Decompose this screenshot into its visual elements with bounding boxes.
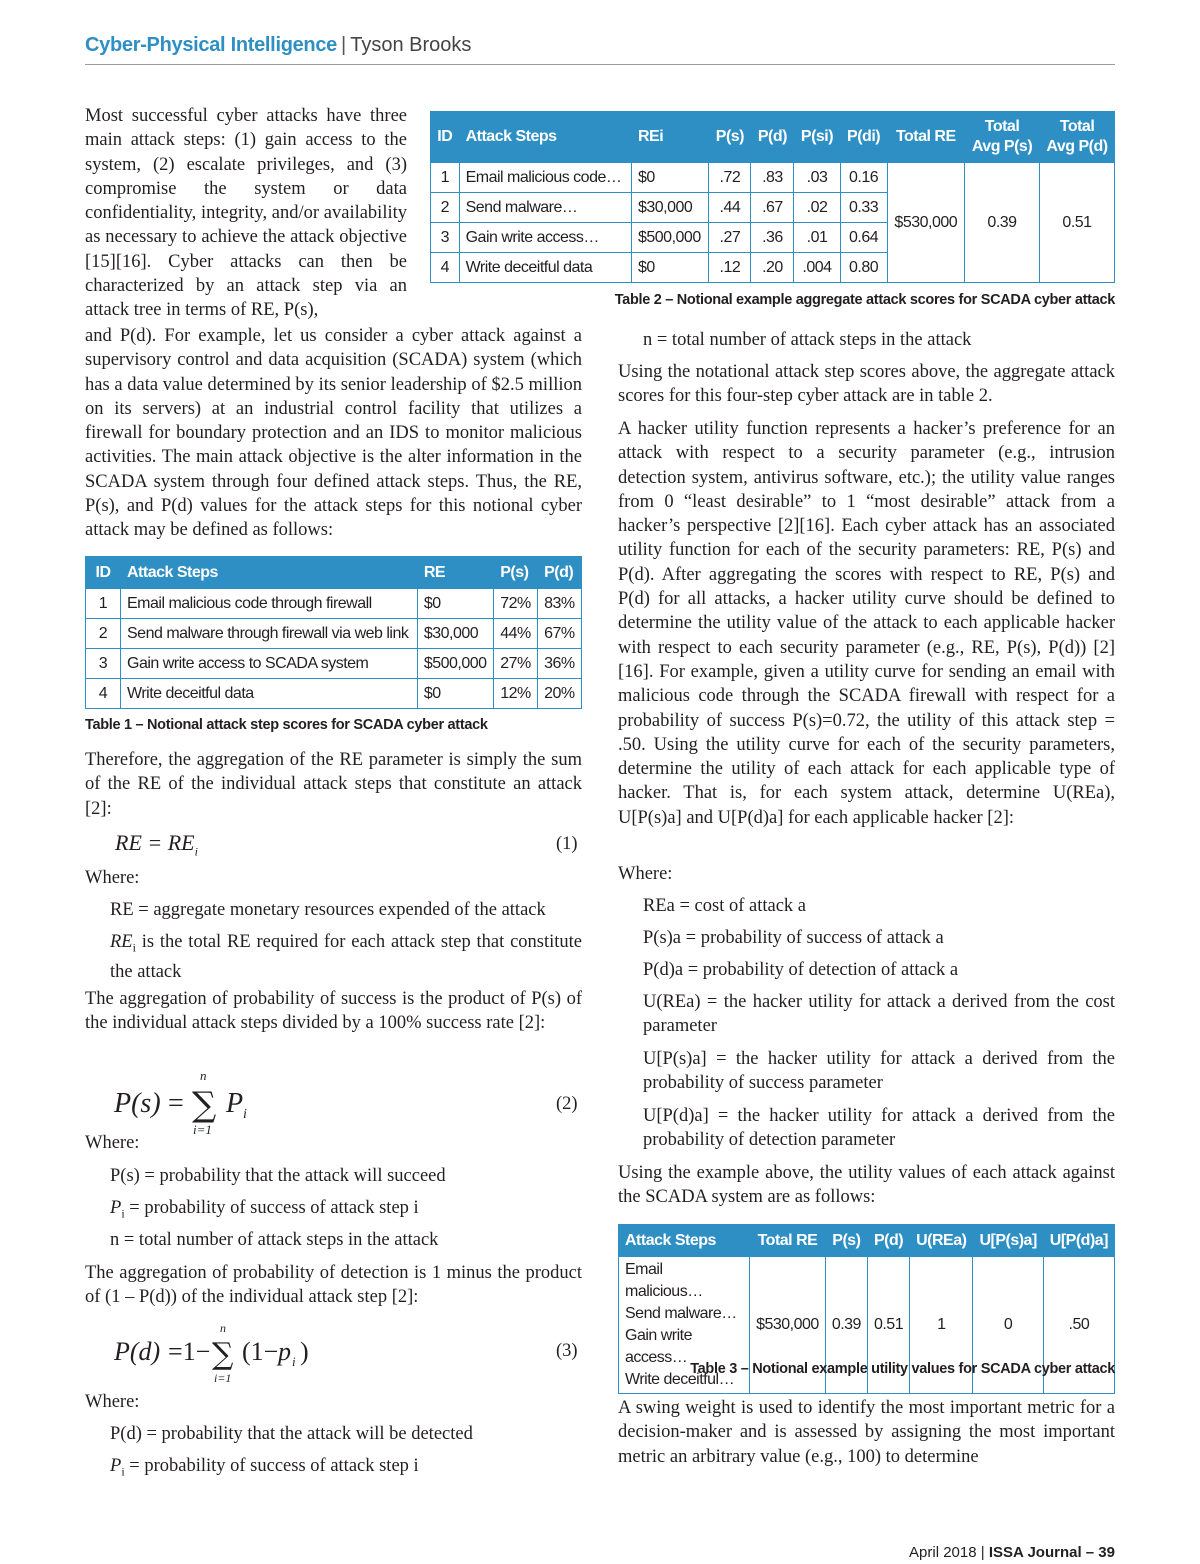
t2-header-pdi: P(di) [840, 112, 887, 163]
t3-step: Write deceitful… [625, 1371, 735, 1388]
t2-header-rei: REi [631, 112, 708, 163]
ps-aggregation-text: The aggregation of probability of success is the product of P(s) of the individual attack steps divided by a 100% success rate [2]: [85, 989, 582, 1034]
t2-cell: .004 [794, 253, 840, 283]
t3-step: Gain write access… [625, 1327, 693, 1366]
svg-text:∑: ∑ [192, 1085, 217, 1125]
footer-date: April 2018 [909, 1544, 977, 1561]
t3-step: Send malware… [625, 1305, 737, 1322]
footer-separator: | [980, 1544, 985, 1561]
svg-text:i=1: i=1 [193, 1122, 212, 1137]
right-def-1: REa = cost of attack a [643, 896, 806, 916]
t2-cell: Write deceitful data [459, 253, 631, 283]
t2-cell: $0 [631, 253, 708, 283]
t1-cell: $500,000 [417, 649, 493, 679]
t1-header-steps: Attack Steps [121, 557, 418, 589]
def-pi2-sub: i [121, 1464, 125, 1479]
def-pi-2 [110, 1454, 419, 1484]
def-rei-symbol: RE [110, 932, 133, 952]
t1-cell: 4 [86, 679, 121, 709]
t3-cell: .50 [1043, 1257, 1114, 1394]
def-ps: P(s) = probability that the attack will succeed [110, 1166, 446, 1186]
table-2-header-row [431, 112, 1115, 163]
t2-total-avg-ps: 0.39 [965, 163, 1040, 283]
right-text-1: Using the notational attack step scores above, the aggregate attack scores for this four-step cyber attack are in table 2. [618, 362, 1115, 407]
t1-cell: Send malware through firewall via web link [121, 619, 418, 649]
equation-1 [115, 830, 198, 859]
t3-cell: 0.51 [867, 1257, 909, 1394]
t3-header-ps: P(s) [825, 1225, 867, 1257]
t2-cell: Email malicious code… [459, 163, 631, 193]
t1-header-pd: P(d) [538, 557, 582, 589]
where-label-1: Where: [85, 868, 140, 888]
t3-cell: 0 [973, 1257, 1043, 1394]
t3-header-ups: U[P(s)a] [973, 1225, 1043, 1257]
equation-2-number: (2) [556, 1094, 578, 1114]
t2-cell: Gain write access… [459, 223, 631, 253]
right-text-2: A hacker utility function represents a hacker’s preference for an attack with respect to a security parameter (e.g., intrusion detection system, antivirus software, etc.); the utility value ranges from 0 “least desirable” to 1 “most desirable” attack from a hacker’s perspective [2][16]. Each cyber attack has an associated utility function for each of the security parameters: RE, P(s) and P(d). After aggregating the scores with respect to RE, P(s) and P(d) for all attacks, a hacker utility curve should be defined to determine the utility value of the attack to each applicable hacker with respect to each security parameter (e.g., RE, P(s), P(d)) [2][16]. For example, given a utility curve for sending an email with malicious code through the SCADA firewall with respect for a probability of success P(s)=0.72, the utility of this attack step = .50. Using the utility curve for each of the security parameters, determine the utility of each attack for each applicable type of hacker. That is, for each system attack, determine U(REa), U[P(s)a] and U[P(d)a] for each applicable hacker [2]: [618, 419, 1115, 828]
svg-text:): ) [300, 1337, 309, 1366]
equation-3-formula [110, 1320, 330, 1388]
right-paragraph-2 [618, 417, 1115, 830]
t2-cell: .67 [751, 193, 794, 223]
t2-cell: 0.80 [840, 253, 887, 283]
t2-cell: Send malware… [459, 193, 631, 223]
t2-cell: .12 [709, 253, 751, 283]
equation-3-number: (3) [556, 1341, 578, 1361]
t2-header-total-avg-pd: Total Avg P(d) [1040, 112, 1115, 163]
right-def-3: P(d)a = probability of detection of attack a [643, 960, 959, 980]
svg-text:p: p [278, 1337, 291, 1366]
t2-header-psi: P(si) [794, 112, 840, 163]
table-1-header-row [86, 557, 582, 589]
t2-cell: .27 [709, 223, 751, 253]
t1-cell: 67% [538, 619, 582, 649]
t1-header-ps: P(s) [494, 557, 538, 589]
where-label-2: Where: [85, 1133, 140, 1153]
svg-text:P(d): P(d) [114, 1337, 161, 1366]
right-def-4: U(REa) = the hacker utility for attack a derived from the cost parameter [643, 992, 1115, 1037]
t2-cell: .02 [794, 193, 840, 223]
table-row [86, 649, 582, 679]
pd-aggregation-paragraph [85, 1261, 582, 1310]
t3-header-total-re: Total RE [750, 1225, 826, 1257]
def-rei [110, 930, 582, 984]
t1-cell: Gain write access to SCADA system [121, 649, 418, 679]
t2-cell: .36 [751, 223, 794, 253]
table-3-header-row [619, 1225, 1115, 1257]
svg-text:i=1: i=1 [214, 1371, 232, 1385]
t2-header-ps: P(s) [709, 112, 751, 163]
t1-header-re: RE [417, 557, 493, 589]
def-pi-sub: i [121, 1206, 125, 1221]
t1-header-id: ID [86, 557, 121, 589]
t1-cell: Write deceitful data [121, 679, 418, 709]
t3-header-upd: U[P(d)a] [1043, 1225, 1114, 1257]
t3-header-pd: P(d) [867, 1225, 909, 1257]
t2-cell: .83 [751, 163, 794, 193]
t2-cell: .03 [794, 163, 840, 193]
def-pi2-symbol: P [110, 1456, 122, 1476]
table-row [86, 589, 582, 619]
intro-paragraph-wide [85, 324, 582, 543]
def-pi-symbol: P [110, 1198, 122, 1218]
def-re: RE = aggregate monetary resources expended of the attack [110, 900, 546, 920]
right-paragraph-4 [618, 1396, 1115, 1469]
svg-text:i: i [243, 1107, 247, 1122]
right-text-3: Using the example above, the utility values of each attack against the SCADA system are as follows: [618, 1163, 1115, 1208]
t2-cell: 0.16 [840, 163, 887, 193]
t2-header-total-re: Total RE [887, 112, 964, 163]
t1-cell: 1 [86, 589, 121, 619]
right-def-2: P(s)a = probability of success of attack a [643, 928, 944, 948]
journal-section-title: Cyber-Physical Intelligence [85, 34, 337, 56]
t1-cell: 36% [538, 649, 582, 679]
def-pd: P(d) = probability that the attack will be detected [110, 1424, 473, 1444]
t1-cell: 72% [494, 589, 538, 619]
t2-cell: .20 [751, 253, 794, 283]
t2-total-avg-pd: 0.51 [1040, 163, 1115, 283]
t2-cell: 3 [431, 223, 460, 253]
t3-cell: $530,000 [750, 1257, 826, 1394]
svg-text:(1−: (1− [242, 1337, 279, 1366]
re-aggregation-paragraph [85, 748, 582, 821]
svg-text:i: i [292, 1354, 296, 1369]
t2-cell: 4 [431, 253, 460, 283]
svg-text:n: n [220, 1321, 226, 1335]
t2-header-total-avg-ps: Total Avg P(s) [965, 112, 1040, 163]
footer-journal: ISSA Journal – 39 [988, 1544, 1115, 1561]
right-text-4: A swing weight is used to identify the most important metric for a decision-maker and is assessed by assigning the most important metric an arbitrary value (e.g., 100) to determine [618, 1398, 1115, 1467]
t1-cell: 27% [494, 649, 538, 679]
eq1-subscript: i [194, 844, 198, 859]
t1-cell: $30,000 [417, 619, 493, 649]
page-footer [909, 1544, 1115, 1561]
table-1 [85, 556, 582, 709]
def-rei-text: is the total RE required for each attack step that constitute the attack [110, 932, 582, 982]
t2-cell: 0.33 [840, 193, 887, 223]
right-where-label: Where: [618, 864, 673, 884]
header-rule [85, 64, 1115, 65]
t1-cell: 3 [86, 649, 121, 679]
t2-cell: .72 [709, 163, 751, 193]
def-pi [110, 1196, 419, 1226]
t1-cell: $0 [417, 589, 493, 619]
t1-cell: 12% [494, 679, 538, 709]
t3-cell: 1 [910, 1257, 973, 1394]
right-paragraph-1 [618, 360, 1115, 409]
svg-text:=1−: =1− [168, 1337, 211, 1366]
svg-text:n: n [200, 1068, 207, 1083]
intro-text-b: and P(d). For example, let us consider a cyber attack against a supervisory control and data acquisition (SCADA) system (which has a data value determined by its senior leadership of $2.5 million on its servers) at an industrial control facility that utilizes a firewall for boundary protection and an IDS to monitor malicious activities. The main attack objective is the alter information in the SCADA system through four defined attack steps. Thus, the RE, P(s), and P(d) values for the attack steps for this notional cyber attack may be defined as follows: [85, 326, 582, 541]
pd-aggregation-text: The aggregation of probability of detection is 1 minus the product of (1 – P(d)) of the individual attack step [2]: [85, 1263, 582, 1308]
def-pi2-text: = probability of success of attack step i [124, 1456, 419, 1476]
t2-cell: $30,000 [631, 193, 708, 223]
intro-text-a: Most successful cyber attacks have three main attack steps: (1) gain access to the system, (2) escalate privileges, and (3) compromise the system or data confidentiality, integrity, and/or availability as necessary to achieve the attack objective [15][16]. Cyber attacks can then be characterized by an attack step via an attack tree in terms of RE, P(s), [85, 106, 407, 321]
eq1-text: RE = RE [115, 830, 195, 855]
t3-step: Email malicious… [625, 1261, 703, 1300]
svg-text:P(s): P(s) [114, 1088, 161, 1119]
t2-header-steps: Attack Steps [459, 112, 631, 163]
table-2-caption: Table 2 – Notional example aggregate attack scores for SCADA cyber attack [614, 292, 1115, 308]
t1-cell: 44% [494, 619, 538, 649]
t1-cell: 2 [86, 619, 121, 649]
t1-cell: Email malicious code through firewall [121, 589, 418, 619]
t2-cell: 1 [431, 163, 460, 193]
t2-cell: .44 [709, 193, 751, 223]
t2-header-id: ID [431, 112, 460, 163]
t2-cell: $500,000 [631, 223, 708, 253]
author-name: Tyson Brooks [350, 34, 472, 56]
t2-cell: 2 [431, 193, 460, 223]
t3-header-ure: U(REa) [910, 1225, 973, 1257]
def-pi-text: = probability of success of attack step i [124, 1198, 419, 1218]
svg-text:P: P [226, 1088, 244, 1119]
right-def-6: U[P(d)a] = the hacker utility for attack a derived from the probability of detection parameter [643, 1106, 1115, 1151]
re-aggregation-text: Therefore, the aggregation of the RE parameter is simply the sum of the RE of the individual attack steps that constitute an attack [2]: [85, 750, 582, 819]
t2-cell: 0.64 [840, 223, 887, 253]
svg-text:∑: ∑ [212, 1337, 234, 1372]
t3-header-steps: Attack Steps [619, 1225, 750, 1257]
def-n: n = total number of attack steps in the attack [110, 1230, 439, 1250]
running-header [85, 34, 471, 57]
t1-cell: $0 [417, 679, 493, 709]
equation-2-formula [110, 1066, 270, 1138]
svg-text:=: = [168, 1088, 184, 1119]
t2-cell: $0 [631, 163, 708, 193]
right-def-5: U[P(s)a] = the hacker utility for attack a derived from the probability of success parameter [643, 1049, 1115, 1094]
header-separator: | [341, 34, 347, 56]
table-2 [430, 111, 1115, 283]
right-def-n: n = total number of attack steps in the attack [643, 330, 972, 350]
t1-cell: 20% [538, 679, 582, 709]
table-row [86, 679, 582, 709]
equation-1-number: (1) [556, 834, 578, 854]
right-paragraph-3 [618, 1161, 1115, 1210]
intro-paragraph-narrow [85, 104, 407, 323]
t1-cell: 83% [538, 589, 582, 619]
t2-header-pd: P(d) [751, 112, 794, 163]
table-1-caption: Table 1 – Notional attack step scores for SCADA cyber attack [85, 717, 488, 733]
table-row [431, 163, 1115, 193]
table-3-caption: Table 3 – Notional example utility values for SCADA cyber attack [690, 1361, 1115, 1377]
t2-total-re: $530,000 [887, 163, 964, 283]
where-label-3: Where: [85, 1392, 140, 1412]
t2-cell: .01 [794, 223, 840, 253]
def-rei-sub: i [132, 940, 136, 955]
table-row [86, 619, 582, 649]
ps-aggregation-paragraph [85, 987, 582, 1036]
t3-cell: 0.39 [825, 1257, 867, 1394]
